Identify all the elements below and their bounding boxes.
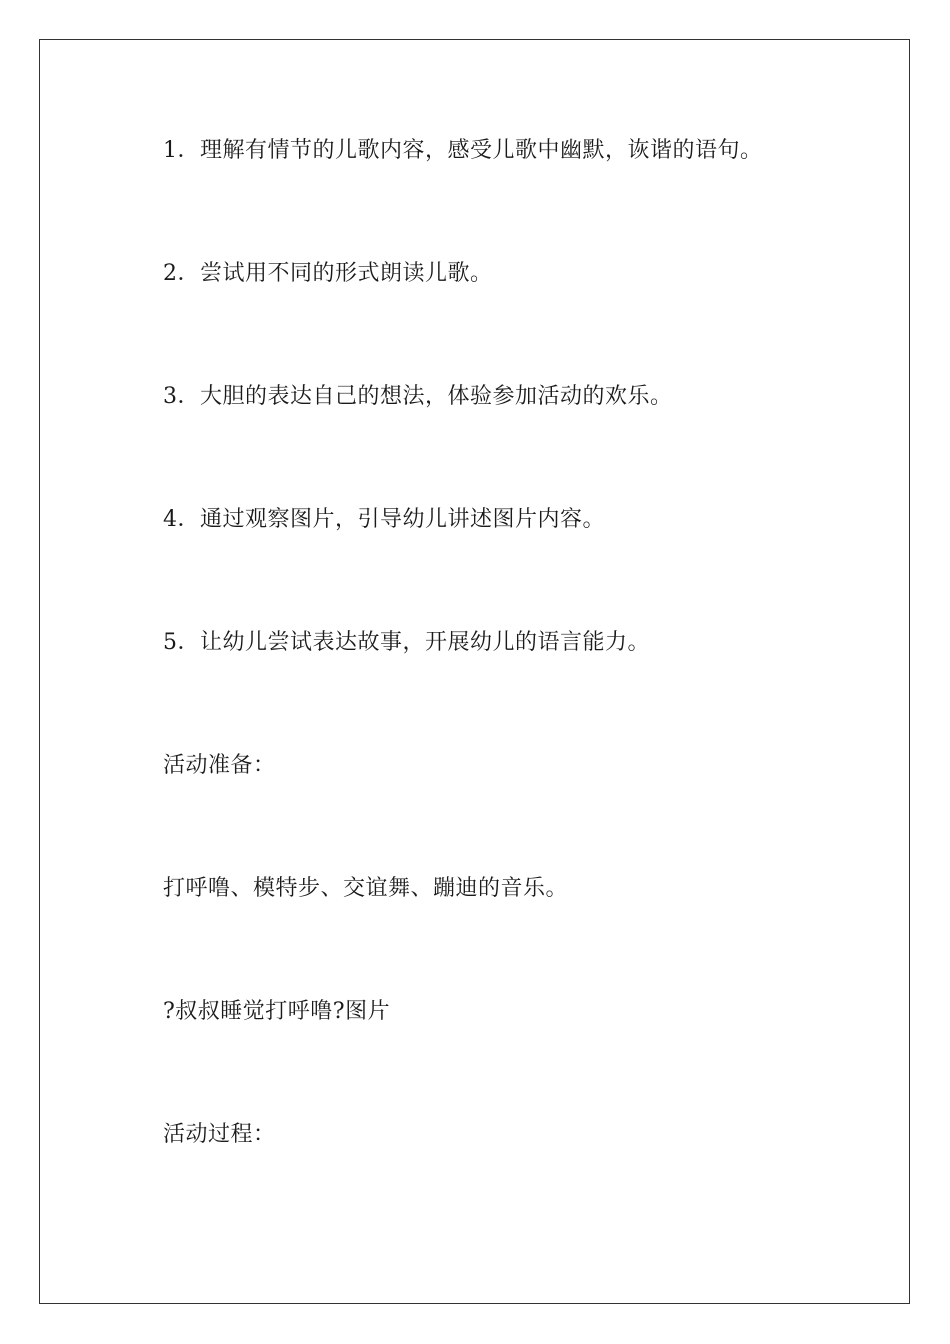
section-heading-preparation: 活动准备： <box>163 753 276 778</box>
goal-item-3: 3．大胆的表达自己的想法，体验参加活动的欢乐。 <box>163 384 673 409</box>
preparation-item-music: 打呼噜、模特步、交谊舞、蹦迪的音乐。 <box>163 876 569 901</box>
goal-item-1: 1．理解有情节的儿歌内容，感受儿歌中幽默，诙谐的语句。 <box>163 138 763 163</box>
preparation-item-picture: ?叔叔睡觉打呼噜?图片 <box>163 999 391 1024</box>
page-frame <box>39 39 910 1304</box>
section-heading-process: 活动过程： <box>163 1122 276 1147</box>
goal-item-5: 5．让幼儿尝试表达故事，开展幼儿的语言能力。 <box>163 630 650 655</box>
goal-item-2: 2．尝试用不同的形式朗读儿歌。 <box>163 261 493 286</box>
goal-item-4: 4．通过观察图片，引导幼儿讲述图片内容。 <box>163 507 605 532</box>
